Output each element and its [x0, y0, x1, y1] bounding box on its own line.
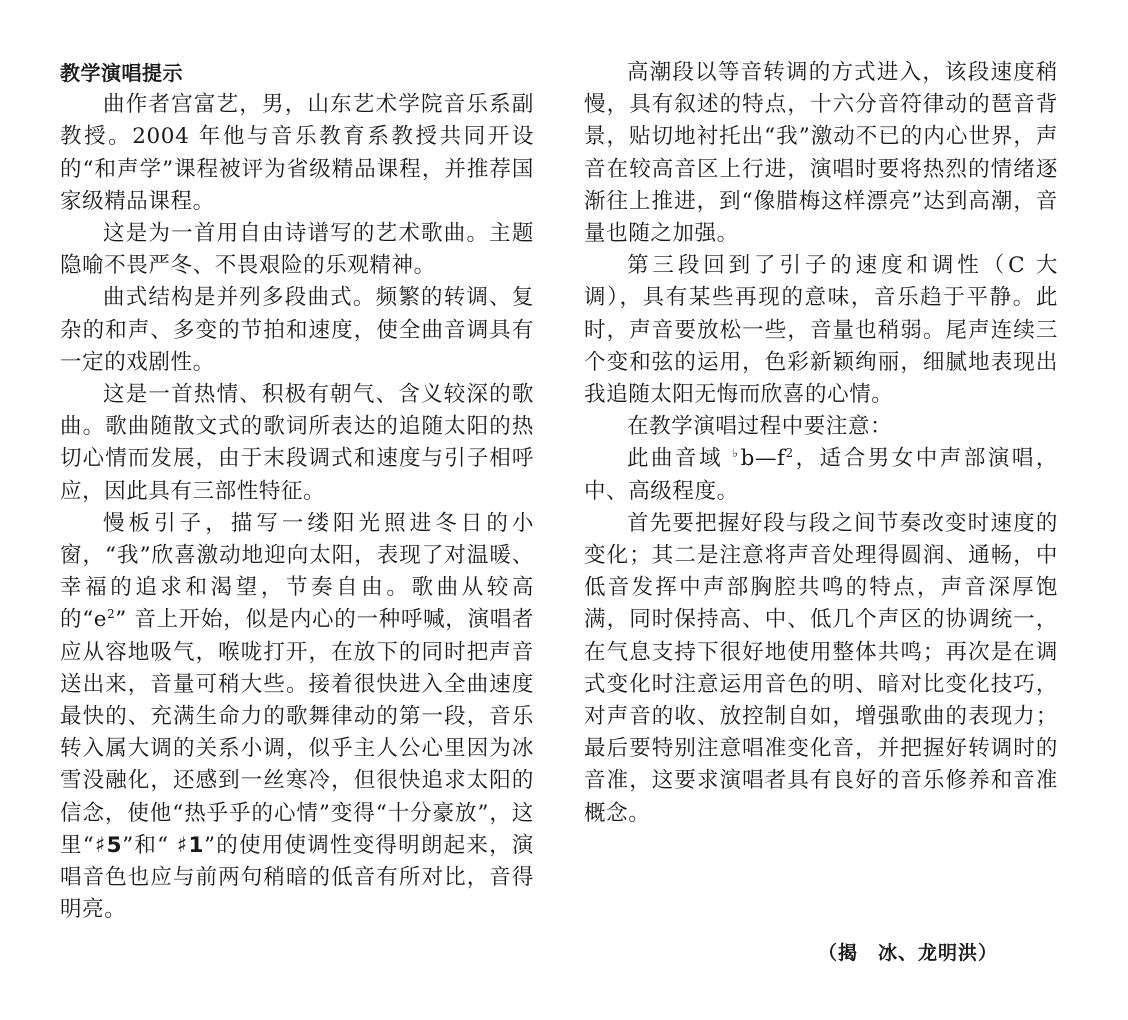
right-column: [584, 57, 1058, 830]
paragraph-teaching-note: 在教学演唱过程中要注意：: [627, 414, 893, 440]
intro-text-4: ”的使用使调性变得明朗起来，演唱音色也应与前两句稍暗的低音有所对比，音得明亮。: [60, 832, 534, 923]
paragraph-range: [584, 443, 1058, 507]
note-superscript: 2: [107, 607, 116, 622]
range-text-3: ，适合男女中声部演唱，中、高级程度。: [584, 446, 1059, 504]
paragraph-climax: 高潮段以等音转调的方式进入，该段速度稍慢，具有叙述的特点，十六分音符律动的琶音背景，贴切地衬托出“我”激动不已的内心世界，声音在较高音区上行进，演唱时要将热烈的情绪逐渐往上推进，到“像腊梅这样漂亮”达到高潮，音量也随之加强。: [584, 60, 1058, 247]
author-credit: （揭 冰、龙明洪）: [818, 942, 999, 964]
range-text-1: 此曲音域: [627, 446, 733, 472]
flat-sign: ♭: [732, 446, 741, 461]
paragraph-composer: 曲作者宫富艺，男，山东艺术学院音乐系副教授。2004 年他与音乐教育系教授共同开设的“和声学”课程被评为省级精品课程，并推荐国家级精品课程。: [60, 92, 534, 214]
paragraph-introduction: [60, 508, 534, 927]
range-text-2: b—f: [740, 446, 786, 472]
range-superscript: 2: [785, 446, 794, 461]
intro-text-2: ” 音上开始，似是内心的一种呼喊，演唱者应从容地吸气，喉咙打开，在放下的同时把声音送出来，音量可稍大些。接着很快进入全曲速度最快的、充满生命力的歌舞律动的第一段，音乐转入属大调的关系小调，似乎主人公心里因为冰雪没融化，还感到一丝寒冷，但很快追求太阳的信念，使他“热乎乎的心情”变得“十分豪放”，这里“: [60, 607, 534, 858]
intro-text-1: 慢板引子，描写一缕阳光照进冬日的小窗，“我”欣喜激动地迎向太阳，表现了对温暖、幸福的追求和渴望，节奏自由。歌曲从较高的“e: [60, 510, 534, 633]
sharp-one-note: ♯1: [176, 832, 205, 858]
section-heading: 教学演唱提示: [60, 61, 183, 85]
left-column: [60, 57, 534, 985]
paragraph-third-section: 第三段回到了引子的速度和调性（C 大调），具有某些再现的意味，音乐趋于平静。此时，声音要放松一些，音量也稍弱。尾声连续三个变和弦的运用，色彩新颖绚丽，细腻地表现出我追随太阳无悔而欣喜的心情。: [584, 253, 1058, 408]
intro-text-3: ”和“: [122, 832, 177, 858]
sharp-five-note: ♯5: [94, 832, 123, 858]
paragraph-advice: 首先要把握好段与段之间节奏改变时速度的变化；其二是注意将声音处理得圆润、通畅，中低音发挥中声部胸腔共鸣的特点，声音深厚饱满，同时保持高、中、低几个声区的协调统一，在气息支持下很好地使用整体共鸣；再次是在调式变化时注意运用音色的明、暗对比变化技巧，对声音的收、放控制自如，增强歌曲的表现力；最后要特别注意唱准变化音，并把握好转调时的音准，这要求演唱者具有良好的音乐修养和音准概念。: [584, 510, 1058, 826]
paragraph-character: 这是一首热情、积极有朝气、含义较深的歌曲。歌曲随散文式的歌词所表达的追随太阳的热切心情而发展，由于末段调式和速度与引子相呼应，因此具有三部性特征。: [60, 382, 534, 504]
paragraph-structure: 曲式结构是并列多段曲式。频繁的转调、复杂的和声、多变的节拍和速度，使全曲音调具有一定的戏剧性。: [60, 285, 534, 375]
paragraph-theme: 这是为一首用自由诗谱写的艺术歌曲。主题隐喻不畏严冬、不畏艰险的乐观精神。: [60, 221, 534, 279]
